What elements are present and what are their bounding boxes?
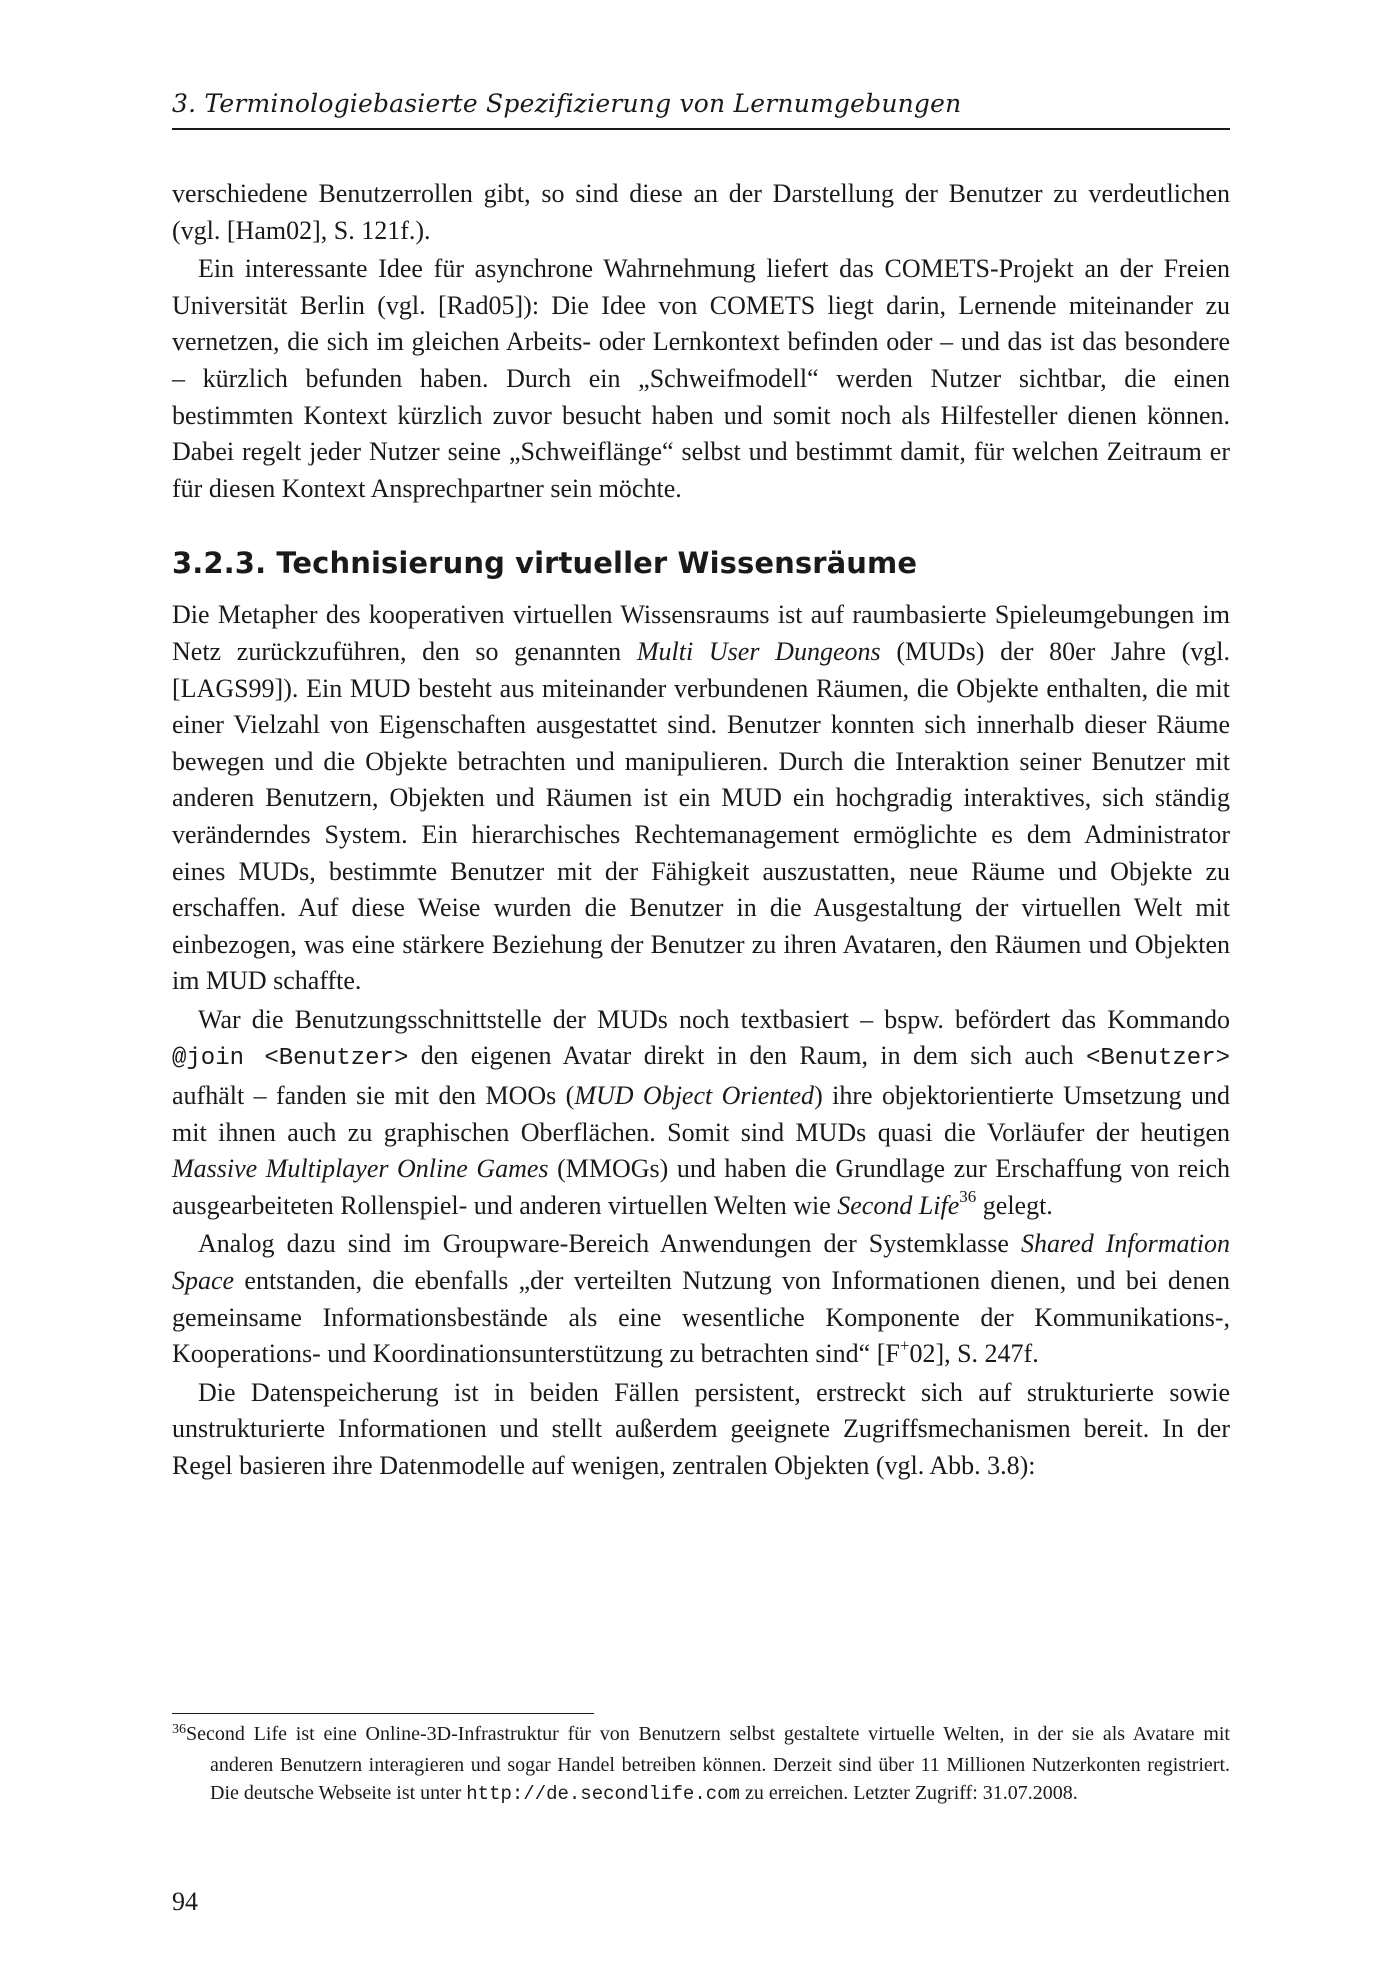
footnote-url[interactable]: http://de.secondlife.com [466,1783,740,1805]
footnote-reference: 36 [959,1187,977,1207]
running-header: 3. Terminologiebasierte Spezifizierung von Lernumgebungen [172,86,1230,130]
page-number: 94 [172,1887,198,1916]
paragraph-data-storage: Die Datenspeicherung ist in beiden Fällen persistent, erstreckt sich auf strukturierte sowie unstrukturierte Informationen und stellt außerdem geeignete Zugriffsmechanismen bereit. In der Regel basieren ihre Datenmodelle auf wenigen, zentralen Objekten (vgl. Abb. 3.8): [172,1377,1230,1480]
footnote-rule [172,1713,594,1714]
text-run: den eigenen Avatar direkt in den Raum, in dem sich auch [408,1041,1086,1071]
text-run: (MUDs) der 80er Jahre (vgl. [LAGS99]). Ein MUD besteht aus miteinander verbundenen Räumen, die Objekte enthalten, die mit einer Vielzahl von Eigenschaften ausgestattet sind. Benutzer konnten sich innerhalb dieser Räume bewegen und die Objekte betrachten und manipulieren. Durch die Interaktion seiner Benutzer mit anderen Benutzern, Objekten und Räumen ist ein MUD ein hochgradig interaktives, sich ständig veränderndes System. Ein hierarchisches Rechtemanagement ermöglichte es dem Administrator eines MUDs, bestimmte Benutzer mit der Fähigkeit auszustatten, neue Räume und Objekte zu erschaffen. Auf diese Weise wurden die Benutzer in die Ausgestaltung der virtuellen Welt mit einbezogen, was eine stärkere Beziehung der Benutzer zu ihren Avataren, den Räumen und Objekten im MUD schaffte. [172,636,1230,996]
emphasis-term: Multi User Dungeons [636,636,881,666]
paragraph-moo [172,1002,1230,1225]
paragraph-mud-metaphor [172,597,1230,1000]
emphasis-term: Second Life [837,1190,960,1220]
text-run: ) ihre objektorientierte Umsetzung und mit ihnen auch zu graphischen Oberflächen. Somit sind MUDs quasi die Vorläufer der heutigen [172,1081,1231,1147]
paragraph-continuation: verschiedene Benutzerrollen gibt, so sind diese an der Darstellung der Benutzer zu verdeutlichen (vgl. [Ham02], S. 121f.). [172,179,1230,245]
text-run: (MMOGs) und haben die Grundlage zur Erschaffung von reich ausgearbeiteten Rollenspiel- und anderen virtuellen Welten wie [172,1154,1230,1220]
code-placeholder: <Benutzer> [1085,1045,1231,1073]
footnote-text: Second Life ist eine Online-3D-Infrastruktur für von Benutzern selbst gestaltete virtuelle Welten, in der sie als Avatare mit anderen Benutzern interagieren und sogar Handel betreiben können. Derzeit sind über 11 Millionen Nutzerkonten registriert. Die deutsche Webseite ist unter [186,1723,1230,1804]
text-run: 02], S. 247f. [909,1339,1039,1369]
text-run: gelegt. [976,1190,1053,1220]
code-command: @join <Benutzer> [172,1045,409,1073]
emphasis-term: Massive Multiplayer Online Games [172,1154,549,1184]
paragraph-comets: Ein interessante Idee für asynchrone Wahrnehmung liefert das COMETS-Projekt an der Freien Universität Berlin (vgl. [Rad05]): Die Idee von COMETS liegt darin, Lernende miteinander zu vernetzen, die sich im gleichen Arbeits- oder Lernkontext befinden oder – und das ist das besondere – kürzlich befunden haben. Durch ein „Schweifmodell“ werden Nutzer sichtbar, die einen bestimmten Kontext kürzlich zuvor besucht haben und somit noch als Hilfesteller dienen können. Dabei regelt jeder Nutzer seine „Schweiflänge“ selbst und bestimmt damit, für welchen Zeitraum er für diesen Kontext Ansprechpartner sein möchte. [172,254,1230,503]
section-heading: 3.2.3. Technisierung virtueller Wissensräume [172,546,918,581]
text-run: entstanden, die ebenfalls „der verteilten Nutzung von Informationen dienen, und bei denen gemeinsame Informationsbestände als eine wesentliche Komponente der Kommunikations-, Kooperations- und Koordinationsunterstützung zu betrachten sind“ [F [172,1266,1230,1369]
body-text [172,176,1230,1487]
text-run: Analog dazu sind im Groupware-Bereich Anwendungen der Systemklasse [198,1229,1021,1259]
text-run: War die Benutzungsschnittstelle der MUDs noch textbasiert – bspw. befördert das Kommando [198,1004,1230,1034]
paragraph-shared-information-space [172,1226,1230,1372]
citation-superscript: + [899,1335,910,1355]
footnote-body [172,1720,1230,1808]
footnote [172,1720,1230,1808]
footnote-mark: 36 [172,1722,186,1737]
emphasis-term: Shared Information Space [172,1229,1230,1296]
footnote-text: zu erreichen. Letzter Zugriff: 31.07.2008. [739,1782,1078,1804]
text-run: Die Metapher des kooperativen virtuellen Wissensraums ist auf raumbasierte Spieleumgebungen im Netz zurückzuführen, den so genannten [172,600,1230,666]
emphasis-term: MUD Object Oriented [574,1081,815,1111]
text-run: aufhält – fanden sie mit den MOOs ( [172,1081,575,1111]
